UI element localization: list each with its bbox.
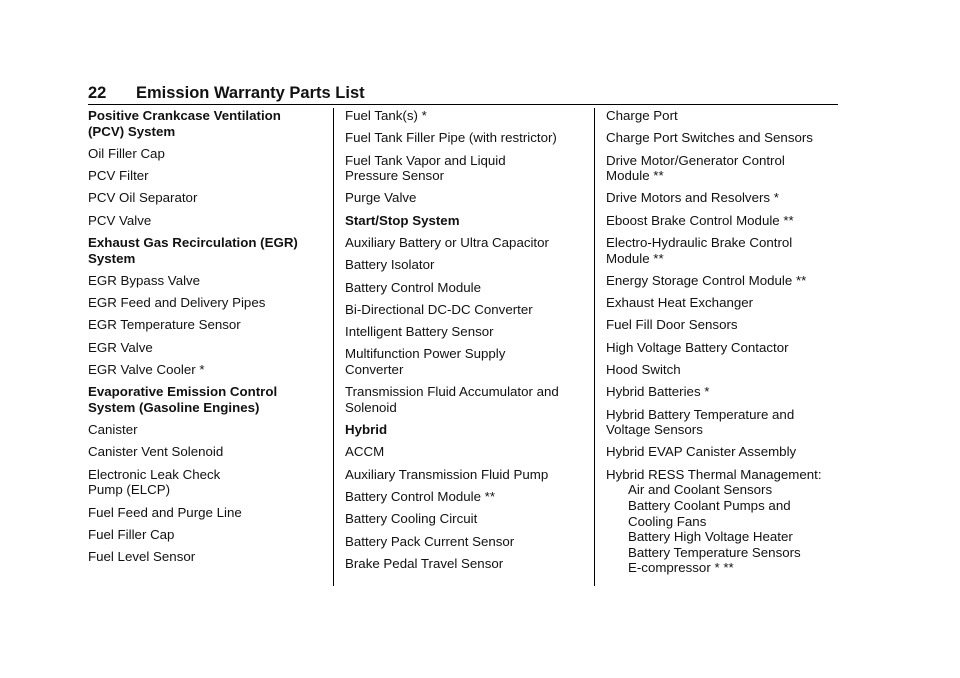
part-item xyxy=(345,235,585,251)
part-item xyxy=(88,527,324,543)
sub-part-item: Battery Coolant Pumps and Cooling Fans xyxy=(628,497,791,529)
part-item xyxy=(606,153,846,184)
part-item xyxy=(345,257,585,273)
part-item-text: Drive Motor/Generator Control Module ** xyxy=(606,152,785,184)
part-item xyxy=(606,295,846,311)
parts-column-3 xyxy=(606,108,846,583)
part-item xyxy=(345,153,585,184)
part-item xyxy=(606,384,846,400)
part-item-text: Battery Cooling Circuit xyxy=(345,511,478,527)
part-item-text: Hood Switch xyxy=(606,362,681,377)
part-item xyxy=(345,489,585,505)
part-item-text: Drive Motors and Resolvers * xyxy=(606,190,779,206)
part-item-text: Auxiliary Battery or Ultra Capacitor xyxy=(345,235,549,250)
part-item xyxy=(606,317,846,333)
part-item xyxy=(88,549,324,565)
part-item-text: Canister xyxy=(88,422,138,438)
part-item-text: EGR Feed and Delivery Pipes xyxy=(88,295,266,311)
part-item-text: Fuel Fill Door Sensors xyxy=(606,317,738,333)
column-divider xyxy=(594,108,595,586)
part-item xyxy=(88,444,324,460)
part-item-text: Auxiliary Transmission Fluid Pump xyxy=(345,466,549,482)
part-item-text: Battery Pack Current Sensor xyxy=(345,533,515,549)
part-item xyxy=(345,346,585,377)
part-item-text: Fuel Tank Vapor and Liquid Pressure Sensor xyxy=(345,152,506,184)
part-item-text: Bi-Directional DC-DC Converter xyxy=(345,301,533,317)
part-item xyxy=(88,273,324,289)
part-item xyxy=(88,295,324,311)
part-item-text: Battery Control Module ** xyxy=(345,489,496,504)
part-item-text: Hybrid Battery Temperature and Voltage Sensors xyxy=(606,406,795,438)
part-item-text: PCV Oil Separator xyxy=(88,190,198,206)
part-item-text: PCV Filter xyxy=(88,168,149,184)
part-item xyxy=(606,213,846,229)
part-item-text: Charge Port Switches and Sensors xyxy=(606,130,813,146)
part-item xyxy=(345,190,585,206)
part-item xyxy=(606,108,846,124)
column-divider xyxy=(333,108,334,586)
part-item xyxy=(606,190,846,206)
section-heading-text: Evaporative Emission Control System (Gasoline Engines) xyxy=(88,384,278,415)
part-item xyxy=(88,190,324,206)
part-item-text: EGR Bypass Valve xyxy=(88,272,201,288)
part-item-text: Hybrid Batteries * xyxy=(606,384,710,400)
part-item xyxy=(345,556,585,572)
part-item xyxy=(606,407,846,438)
part-item xyxy=(606,362,846,378)
page-header xyxy=(88,84,838,105)
section-heading-text: Exhaust Gas Recirculation (EGR) System xyxy=(88,235,298,266)
sub-part-item: E-compressor * ** xyxy=(628,560,734,576)
part-item-text: EGR Valve xyxy=(88,339,153,355)
part-item-text: Eboost Brake Control Module ** xyxy=(606,212,794,228)
part-item xyxy=(345,467,585,483)
part-item xyxy=(606,340,846,356)
part-item-text: Charge Port xyxy=(606,108,678,123)
section-heading-text: Start/Stop System xyxy=(345,212,460,228)
part-item xyxy=(345,511,585,527)
part-item-text: Electronic Leak Check Pump (ELCP) xyxy=(88,466,221,498)
page-title: Emission Warranty Parts List xyxy=(136,84,365,102)
part-item-text: Multifunction Power Supply Converter xyxy=(345,346,506,377)
part-item xyxy=(606,444,846,460)
part-item xyxy=(88,168,324,184)
part-item-text: Battery Control Module xyxy=(345,279,481,295)
part-item xyxy=(88,213,324,229)
part-item xyxy=(88,146,324,162)
part-item-text: Fuel Tank Filler Pipe (with restrictor) xyxy=(345,130,557,146)
sub-part-item: Air and Coolant Sensors xyxy=(628,482,773,498)
part-item-text: Transmission Fluid Accumulator and Solenoid xyxy=(345,384,559,415)
part-item xyxy=(88,422,324,438)
section-heading xyxy=(345,213,585,229)
part-item-text: Fuel Feed and Purge Line xyxy=(88,504,242,520)
part-item xyxy=(345,384,585,415)
part-item xyxy=(345,444,585,460)
part-item-text: Battery Isolator xyxy=(345,257,435,273)
part-item-text: Fuel Filler Cap xyxy=(88,526,175,542)
part-item xyxy=(88,362,324,378)
part-item-text: Canister Vent Solenoid xyxy=(88,444,224,460)
part-item xyxy=(88,317,324,333)
part-item xyxy=(345,108,585,124)
part-item-text: Energy Storage Control Module ** xyxy=(606,272,807,288)
part-item-text: Fuel Tank(s) * xyxy=(345,108,427,123)
page-number: 22 xyxy=(88,84,107,102)
sub-part-item: Battery High Voltage Heater xyxy=(628,529,793,545)
section-heading-text: Positive Crankcase Ventilation (PCV) System xyxy=(88,108,281,139)
part-item-text: Hybrid EVAP Canister Assembly xyxy=(606,444,797,460)
parts-column-1 xyxy=(88,108,324,571)
section-heading-text: Hybrid xyxy=(345,422,388,438)
part-item xyxy=(606,130,846,146)
part-item xyxy=(606,467,846,576)
section-heading xyxy=(88,384,324,415)
part-item-text: Oil Filler Cap xyxy=(88,145,165,161)
part-item xyxy=(345,302,585,318)
part-item-text: Intelligent Battery Sensor xyxy=(345,324,494,340)
part-item-text: EGR Temperature Sensor xyxy=(88,317,241,333)
part-item xyxy=(606,273,846,289)
part-item-text: EGR Valve Cooler * xyxy=(88,362,205,377)
part-item xyxy=(88,467,324,498)
part-item xyxy=(88,340,324,356)
part-item-text: Brake Pedal Travel Sensor xyxy=(345,555,504,571)
part-item xyxy=(345,324,585,340)
part-item xyxy=(345,130,585,146)
part-item xyxy=(606,235,846,266)
part-item-text: Hybrid RESS Thermal Management: xyxy=(606,466,822,482)
part-item xyxy=(88,505,324,521)
parts-column-2 xyxy=(345,108,585,578)
part-item-text: Exhaust Heat Exchanger xyxy=(606,295,754,311)
section-heading xyxy=(345,422,585,438)
part-item-text: Purge Valve xyxy=(345,190,417,206)
part-item-text: ACCM xyxy=(345,444,385,460)
part-item-text: Electro-Hydraulic Brake Control Module ** xyxy=(606,235,793,266)
part-item xyxy=(345,534,585,550)
part-item-text: Fuel Level Sensor xyxy=(88,549,196,565)
section-heading xyxy=(88,108,324,139)
part-item xyxy=(345,280,585,296)
part-item-text: PCV Valve xyxy=(88,212,152,228)
part-item-text: High Voltage Battery Contactor xyxy=(606,339,789,355)
sub-part-item: Battery Temperature Sensors xyxy=(628,544,801,560)
section-heading xyxy=(88,235,324,266)
